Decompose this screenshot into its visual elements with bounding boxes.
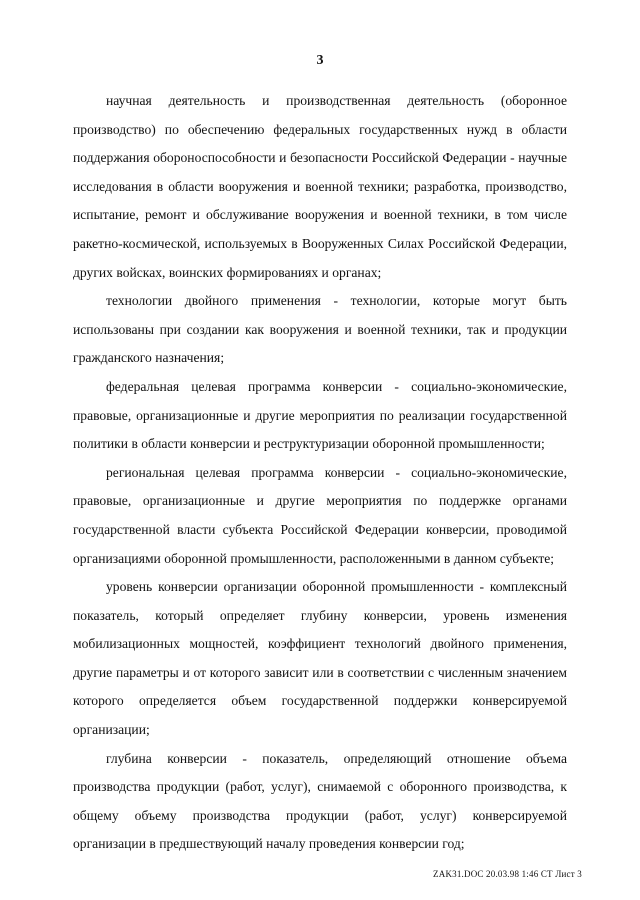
paragraph: федеральная целевая программа конверсии - социально-экономические, правовые, организационные и другие мероприятия по реализации государственной политики в области конверсии и реструктуризации оборонной промышленности; — [73, 378, 567, 452]
page-number: 3 — [316, 53, 324, 68]
paragraph: научная деятельность и производственная деятельность (оборонное производство) по обеспечению федеральных государственных нужд в области поддержания обороноспособности и безопасности Российской Федерации - научные исследования в области вооружения и военной техники; разработка, производство, испытание, ремонт и обслуживание вооружения и военной техники, в том числе ракетно-космической, используемых в Вооруженных Силах Российской Федерации, других войсках, воинских формированиях и органах; — [73, 93, 567, 280]
paragraph: региональная целевая программа конверсии - социально-экономические, правовые, организационные и другие мероприятия по поддержке органами государственной власти субъекта Российской Федерации конверсии, проводимой организациями оборонной промышленности, расположенными в данном субъекте; — [73, 464, 567, 566]
paragraph: глубина конверсии - показатель, определяющий отношение объема производства продукции (работ, услуг), снимаемой с оборонного производства, к общему объему производства продукции (работ, услуг) конверсируемой организации в предшествующий началу проведения конверсии год; — [73, 750, 567, 852]
paragraph: технологии двойного применения - технологии, которые могут быть использованы при создании как вооружения и военной техники, так и продукции гражданского назначения; — [73, 293, 567, 366]
document-footer: ZAK31.DOC 20.03.98 1:46 СТ Лист 3 — [433, 869, 582, 879]
document-body — [73, 87, 567, 859]
paragraph: уровень конверсии организации оборонной промышленности - комплексный показатель, который определяет глубину конверсии, уровень изменения мобилизационных мощностей, коэффициент технологий двойного применения, другие параметры и от которого зависит или в соответствии с численным значением которого определяется объем государственной поддержки конверсируемой организации; — [73, 579, 567, 738]
